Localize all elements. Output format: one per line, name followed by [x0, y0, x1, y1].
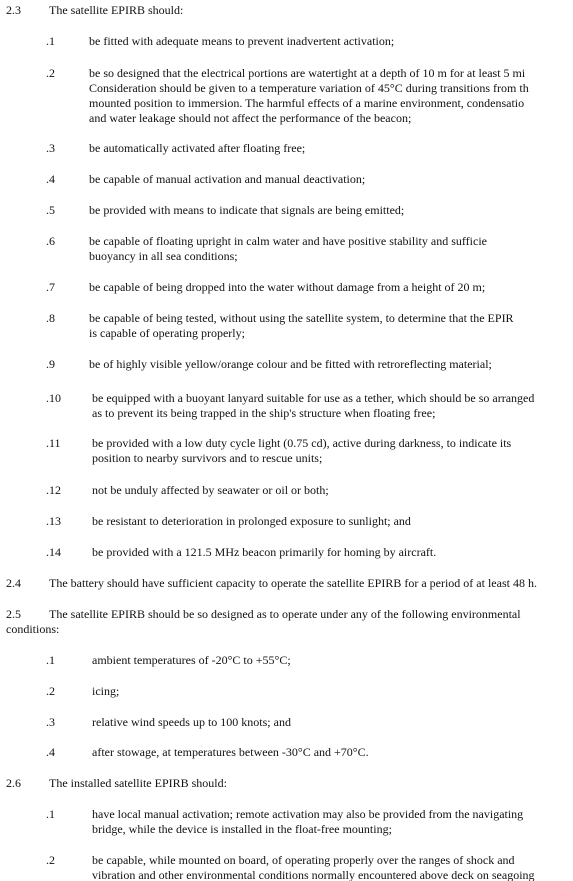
- item-number: .3: [46, 141, 55, 155]
- section-number: 2.3: [6, 3, 21, 17]
- item-text: be provided with a 121.5 MHz beacon primarily for homing by aircraft.: [92, 545, 437, 559]
- item-text: be capable, while mounted on board, of operating properly over the ranges of shock and vibration and other environmental conditions normally encountered above deck on seagoing: [92, 853, 535, 881]
- item-text: be capable of manual activation and manual deactivation;: [89, 172, 366, 186]
- item-number: .7: [46, 280, 55, 294]
- item-number: .10: [46, 391, 61, 405]
- item-number: .2: [46, 684, 55, 698]
- item-number: .4: [46, 172, 55, 186]
- item-number: .12: [46, 483, 61, 497]
- section-heading: The satellite EPIRB should:: [49, 3, 184, 17]
- section-number: 2.4: [6, 576, 21, 590]
- section-text-line-2: conditions:: [6, 622, 60, 636]
- section-text: The battery should have sufficient capacity to operate the satellite EPIRB for a period of at least 48 h.: [49, 576, 537, 590]
- item-number: .9: [46, 357, 55, 371]
- item-text: be provided with a low duty cycle light (0.75 cd), active during darkness, to indicate its position to nearby survivors and to rescue units;: [92, 436, 512, 465]
- item-text: be capable of floating upright in calm water and have positive stability and sufficie buoyancy in all sea conditions;: [89, 234, 487, 263]
- item-text: be fitted with adequate means to prevent inadvertent activation;: [89, 34, 395, 48]
- item-number: .11: [46, 436, 61, 450]
- item-text: be so designed that the electrical portions are watertight at a depth of 10 m for at least 5 mi Consideration should be given to a temperature variation of 45°C during transitions from th mounted position to immersion. The harmful effects of a marine environment, condensatio and water leakage should not affect the performance of the beacon;: [89, 66, 529, 125]
- item-text: be capable of being tested, without using the satellite system, to determine that the EPIR is capable of operating properly;: [89, 311, 514, 340]
- item-text: be capable of being dropped into the water without damage from a height of 20 m;: [89, 280, 486, 294]
- section-number: 2.6: [6, 776, 21, 790]
- section-text-line-1: The satellite EPIRB should be so designed as to operate under any of the following environmental: [49, 607, 521, 621]
- item-number: .13: [46, 514, 61, 528]
- item-text: after stowage, at temperatures between -30°C and +70°C.: [92, 745, 369, 759]
- item-text: be of highly visible yellow/orange colour and be fitted with retroreflecting material;: [89, 357, 492, 371]
- item-number: .8: [46, 311, 55, 325]
- item-text: ambient temperatures of -20°C to +55°C;: [92, 653, 291, 667]
- item-text: be resistant to deterioration in prolonged exposure to sunlight; and: [92, 514, 411, 528]
- item-number: .2: [46, 66, 55, 80]
- item-text: icing;: [92, 684, 120, 698]
- item-number: .2: [46, 853, 55, 867]
- item-number: .3: [46, 715, 55, 729]
- item-number: .1: [46, 653, 55, 667]
- section-number: 2.5: [6, 607, 21, 621]
- item-number: .6: [46, 234, 55, 248]
- item-number: .5: [46, 203, 55, 217]
- item-text: be provided with means to indicate that signals are being emitted;: [89, 203, 405, 217]
- item-number: .1: [46, 34, 55, 48]
- item-number: .14: [46, 545, 61, 559]
- item-text: not be unduly affected by seawater or oil or both;: [92, 483, 329, 497]
- item-text: relative wind speeds up to 100 knots; and: [92, 715, 291, 729]
- item-text: be automatically activated after floating free;: [89, 141, 306, 155]
- section-heading: The installed satellite EPIRB should:: [49, 776, 227, 790]
- item-text: have local manual activation; remote activation may also be provided from the navigating bridge, while the device is installed in the float-free mounting;: [92, 807, 524, 836]
- item-text: be equipped with a buoyant lanyard suitable for use as a tether, which should be so arranged as to prevent its being trapped in the ship's structure when floating free;: [92, 391, 535, 420]
- item-number: .1: [46, 807, 55, 821]
- item-number: .4: [46, 745, 55, 759]
